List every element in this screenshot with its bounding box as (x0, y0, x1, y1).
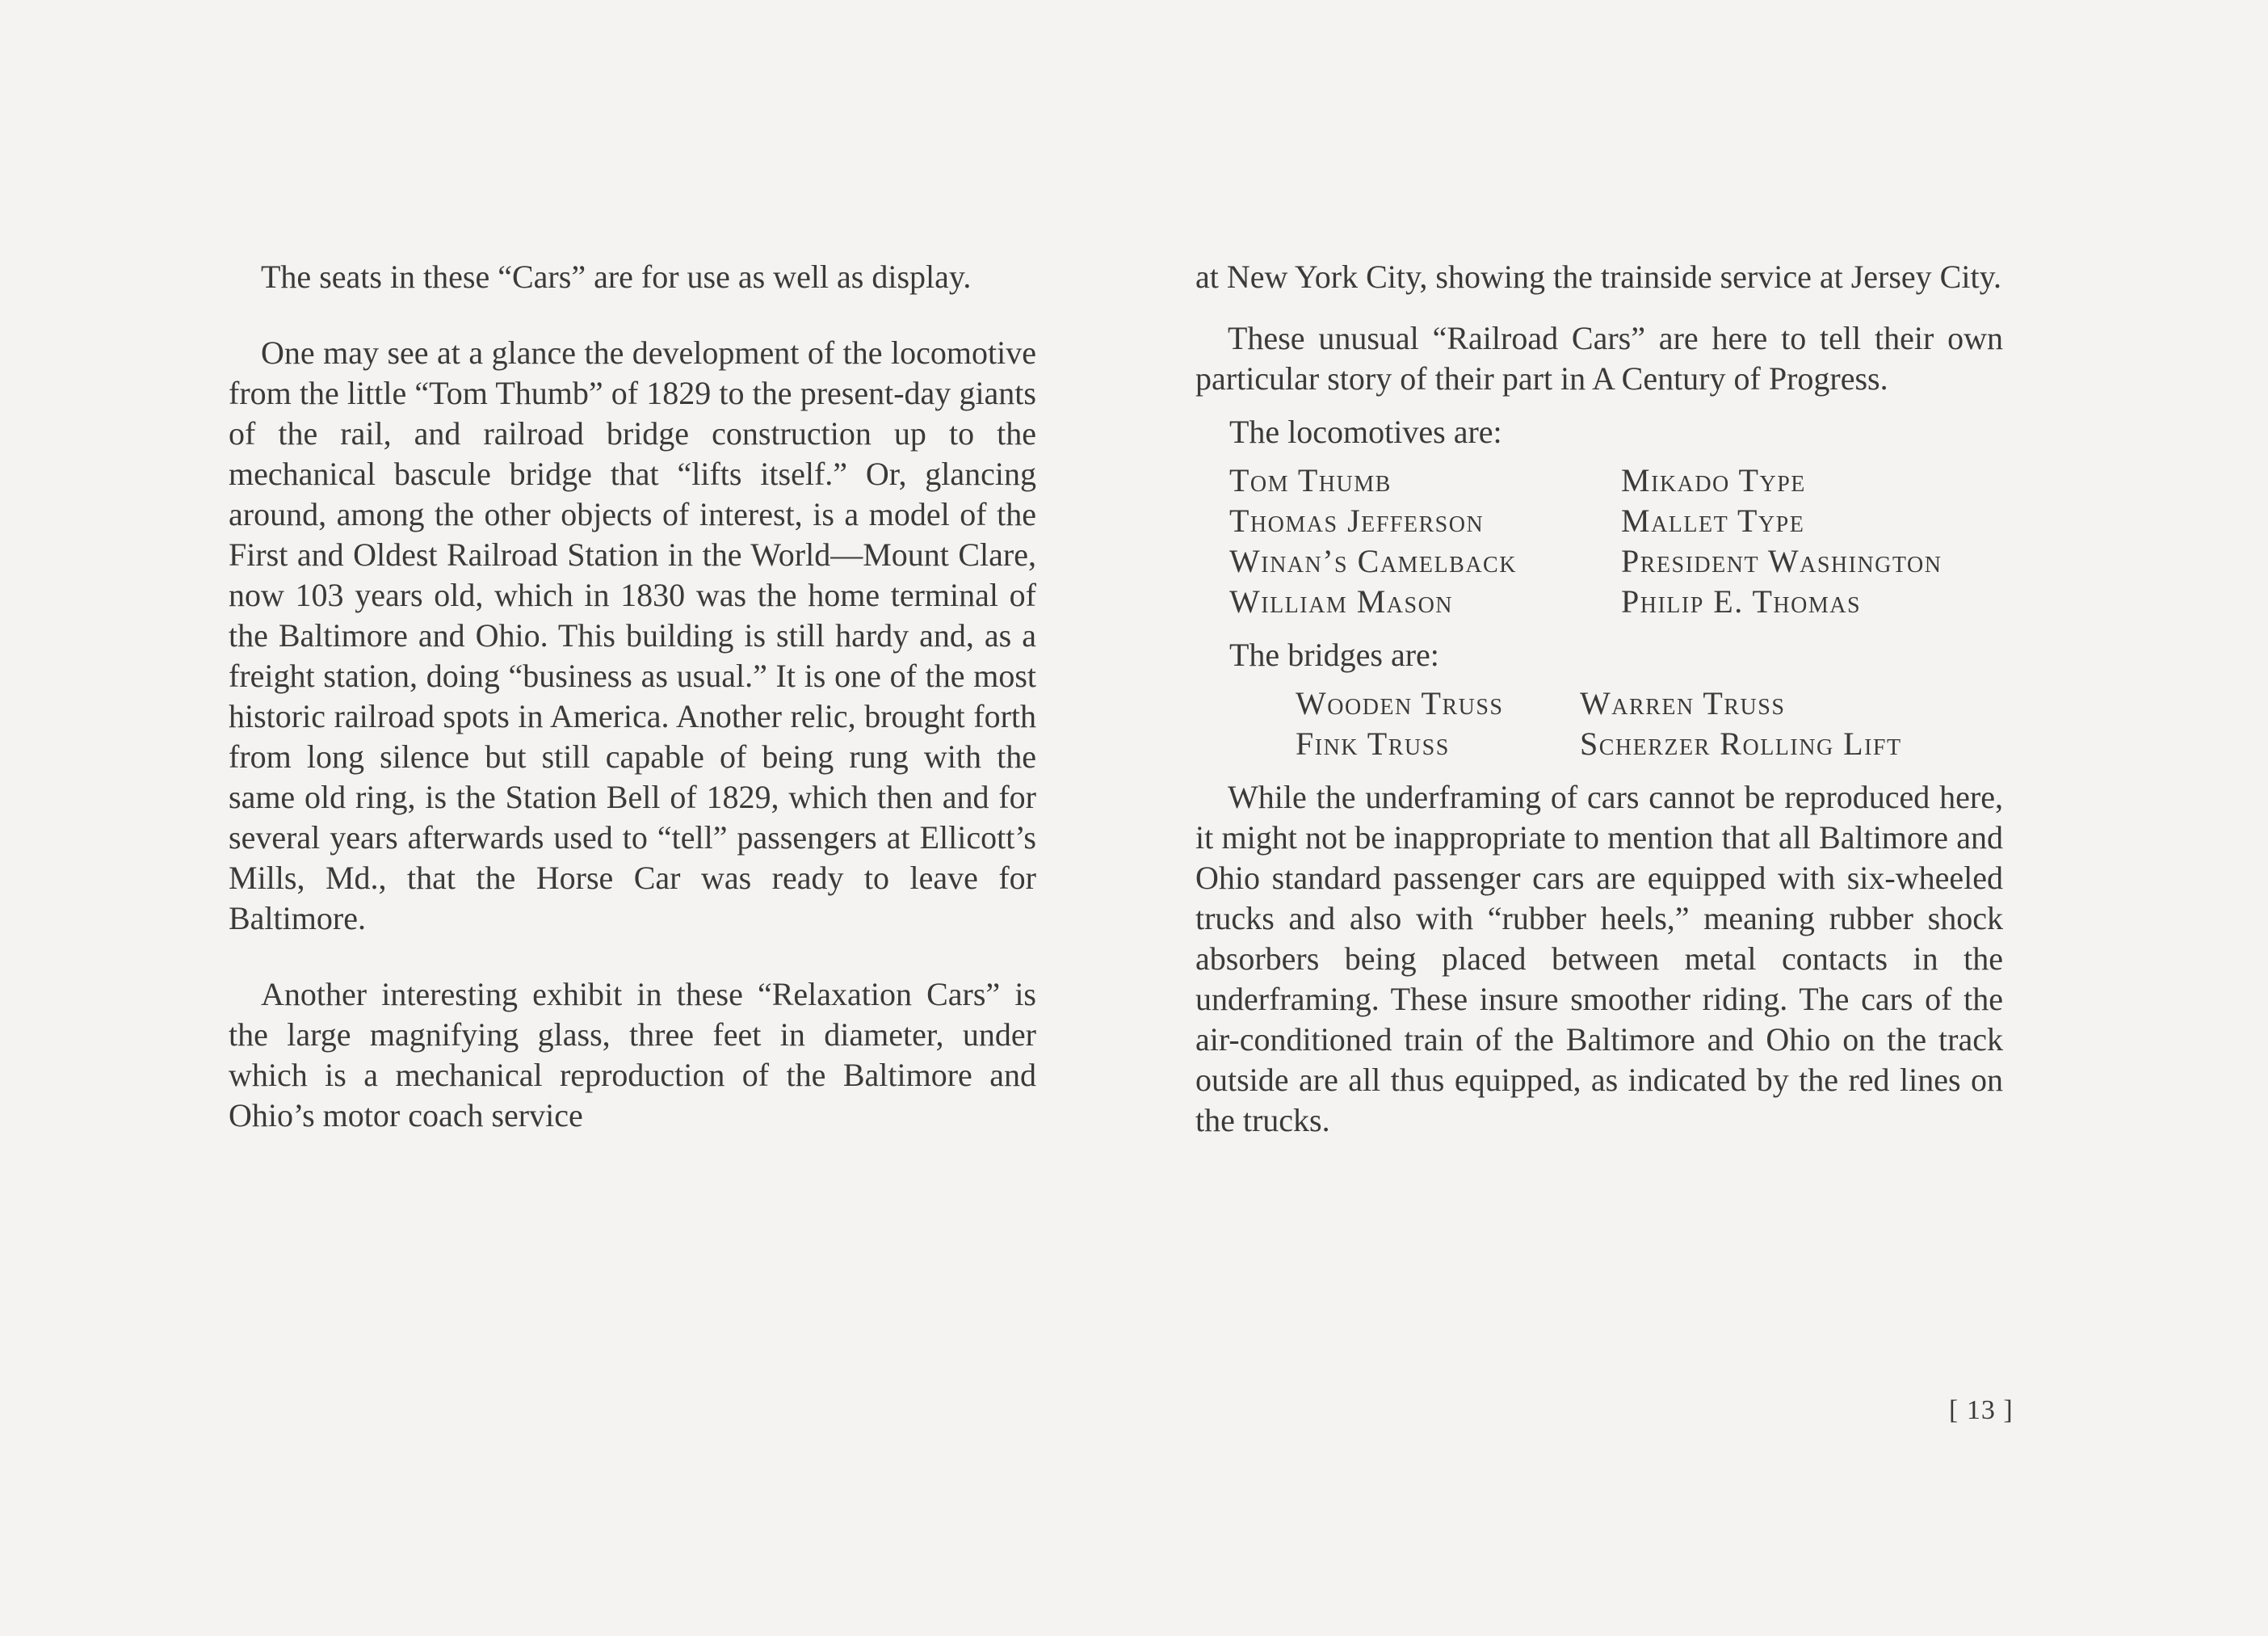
locomotives-heading: The locomotives are: (1229, 414, 1502, 450)
list-item: Thomas Jefferson (1229, 503, 1485, 539)
left-column (229, 257, 1036, 1136)
bridges-list (1195, 683, 2003, 764)
list-item: Wooden Truss (1296, 685, 1504, 721)
page-number: [ 13 ] (1949, 1395, 2014, 1425)
paragraph-unusual-cars: These unusual “Railroad Cars” are here to tell their own particular story of their part in A Century of Progress. (1195, 320, 2003, 397)
list-item: Mikado Type (1621, 462, 1806, 498)
paragraph-magnifying-glass: Another interesting exhibit in these “Relaxation Cars” is the large magnifying glass, three feet in diameter, under which is a mechanical reproduction of the Baltimore and Ohio’s motor coach service (229, 976, 1036, 1133)
locomotives-list (1195, 461, 2003, 622)
list-item: Tom Thumb (1229, 462, 1392, 498)
list-item: Winan’s Camelback (1229, 543, 1517, 579)
paragraph-seats: The seats in these “Cars” are for use as well as display. (261, 259, 972, 295)
paragraph-underframing: While the underframing of cars cannot be reproduced here, it might not be inappropriate to mention that all Baltimore and Ohio standard passenger cars are equipped with six-wheeled trucks and also with “rubber heels,” meaning rubber shock absorbers being placed between metal contacts in the underframing. These insure smoother riding. The cars of the air-conditioned train of the Baltimore and Ohio on the track outside are all thus equipped, as indicated by the red lines on the trucks. (1195, 779, 2003, 1138)
paragraph-development: One may see at a glance the development of the locomotive from the little “Tom Thumb” of 1829 to the present-day giants of the rail, and railroad bridge construction up to the mechanical bascule bridge that “lifts itself.” Or, glancing around, among the other objects of interest, is a model of the First and Oldest Railroad Station in the World—Mount Clare, now 103 years old, which in 1830 was the home terminal of the Baltimore and Ohio. This building is still hardy and, as a freight station, doing “business as usual.” It is one of the most historic railroad spots in America. Another relic, brought forth from long silence but still capable of being rung with the same old ring, is the Station Bell of 1829, which then and for several years afterwards used to “tell” passengers at Ellicott’s Mills, Md., that the Horse Car was ready to leave for Baltimore. (229, 334, 1036, 936)
list-item: Mallet Type (1621, 503, 1805, 539)
list-item: Scherzer Rolling Lift (1580, 725, 1902, 762)
list-item: William Mason (1229, 583, 1454, 620)
list-item: President Washington (1621, 543, 1942, 579)
bridges-heading: The bridges are: (1229, 637, 1439, 673)
right-column (1195, 257, 2003, 1141)
list-item: Fink Truss (1296, 725, 1450, 762)
paragraph-new-york: at New York City, showing the trainside service at Jersey City. (1195, 259, 2001, 295)
list-item: Warren Truss (1580, 685, 1786, 721)
list-item: Philip E. Thomas (1621, 583, 1862, 620)
